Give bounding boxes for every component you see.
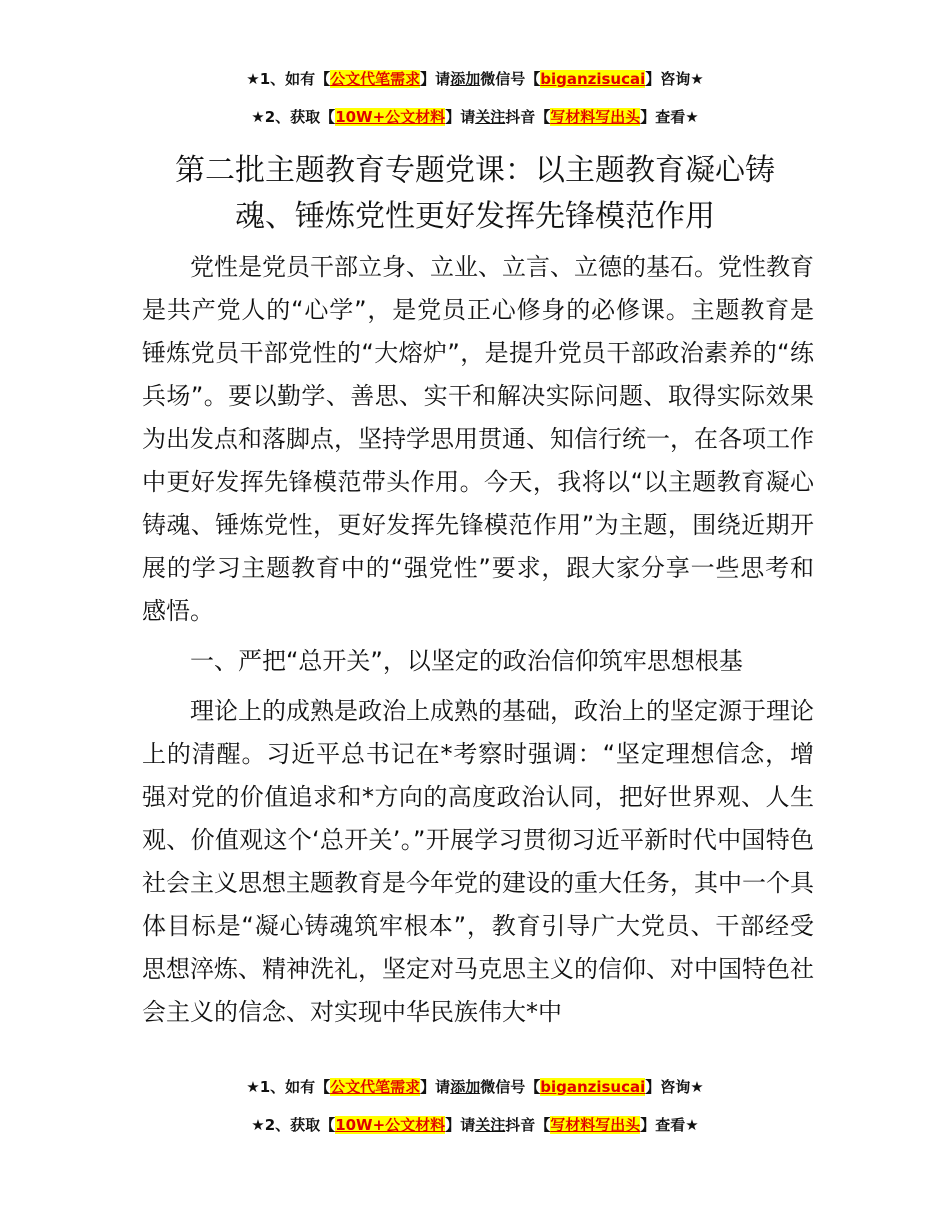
promo-suffix: 】咨询★	[645, 70, 704, 88]
section-heading-1: 一、严把“总开关”，以坚定的政治信仰筑牢思想根基	[190, 647, 743, 675]
promo-text: 微信号【	[480, 70, 541, 88]
promo-text: 】请	[420, 1078, 451, 1096]
promo-emphasis: 关注	[475, 108, 506, 126]
promo-emphasis: 关注	[475, 1116, 506, 1134]
promo-line-1-footer	[0, 1076, 950, 1098]
promo-highlight: 公文代笔需求	[330, 70, 421, 88]
promo-emphasis: 添加	[450, 1078, 481, 1096]
promo-highlight: 公文代笔需求	[330, 1078, 421, 1096]
paragraph-intro: 党性是党员干部立身、立业、立言、立德的基石。党性教育是共产党人的“心学”，是党员正心修身的必修课。主题教育是锤炼党员干部党性的“大熔炉”，是提升党员干部政治素养的“练兵场”。要以勤学、善思、实干和解决实际问题、取得实际效果为出发点和落脚点，坚持学思用贯通、知信行统一，在各项工作中更好发挥先锋模范带头作用。今天，我将以“以主题教育凝心铸魂、锤炼党性，更好发挥先锋模范作用”为主题，围绕近期开展的学习主题教育中的“强党性”要求，跟大家分享一些思考和感悟。	[142, 253, 814, 625]
promo-line-1	[0, 68, 950, 90]
promo-highlight: 写材料写出头	[550, 1116, 641, 1134]
promo-emphasis: 添加	[450, 70, 481, 88]
promo-text: 抖音【	[505, 108, 551, 126]
promo-suffix: 】查看★	[640, 108, 699, 126]
promo-prefix: ★1、如有【	[246, 70, 331, 88]
promo-suffix: 】咨询★	[645, 1078, 704, 1096]
promo-text: 】请	[445, 108, 476, 126]
document-title	[0, 148, 950, 240]
title-line-2: 魂、锤炼党性更好发挥先锋模范作用	[235, 199, 715, 234]
document-body	[142, 246, 814, 1034]
promo-highlight: 10W+公文材料	[335, 1116, 446, 1134]
promo-text: 抖音【	[505, 1116, 551, 1134]
promo-highlight: 写材料写出头	[550, 108, 641, 126]
promo-line-2	[0, 106, 950, 128]
promo-highlight: biganzisucai	[540, 70, 646, 88]
promo-suffix: 】查看★	[640, 1116, 699, 1134]
paragraph-section-1: 理论上的成熟是政治上成熟的基础，政治上的坚定源于理论上的清醒。习近平总书记在*考察时强调：“坚定理想信念，增强对党的价值追求和*方向的高度政治认同，把好世界观、人生观、价值观这个‘总开关’。”开展学习贯彻习近平新时代中国特色社会主义思想主题教育是今年党的建设的重大任务，其中一个具体目标是“凝心铸魂筑牢根本”，教育引导广大党员、干部经受思想淬炼、精神洗礼，坚定对马克思主义的信仰、对中国特色社会主义的信念、对实现中华民族伟大*中	[142, 697, 814, 1026]
promo-text: 】请	[445, 1116, 476, 1134]
promo-line-2-footer	[0, 1114, 950, 1136]
promo-prefix: ★2、获取【	[251, 108, 336, 126]
promo-highlight: 10W+公文材料	[335, 108, 446, 126]
promo-text: 】请	[420, 70, 451, 88]
promo-highlight: biganzisucai	[540, 1078, 646, 1096]
promo-prefix: ★1、如有【	[246, 1078, 331, 1096]
title-line-1: 第二批主题教育专题党课：以主题教育凝心铸	[175, 153, 775, 188]
promo-prefix: ★2、获取【	[251, 1116, 336, 1134]
promo-text: 微信号【	[480, 1078, 541, 1096]
